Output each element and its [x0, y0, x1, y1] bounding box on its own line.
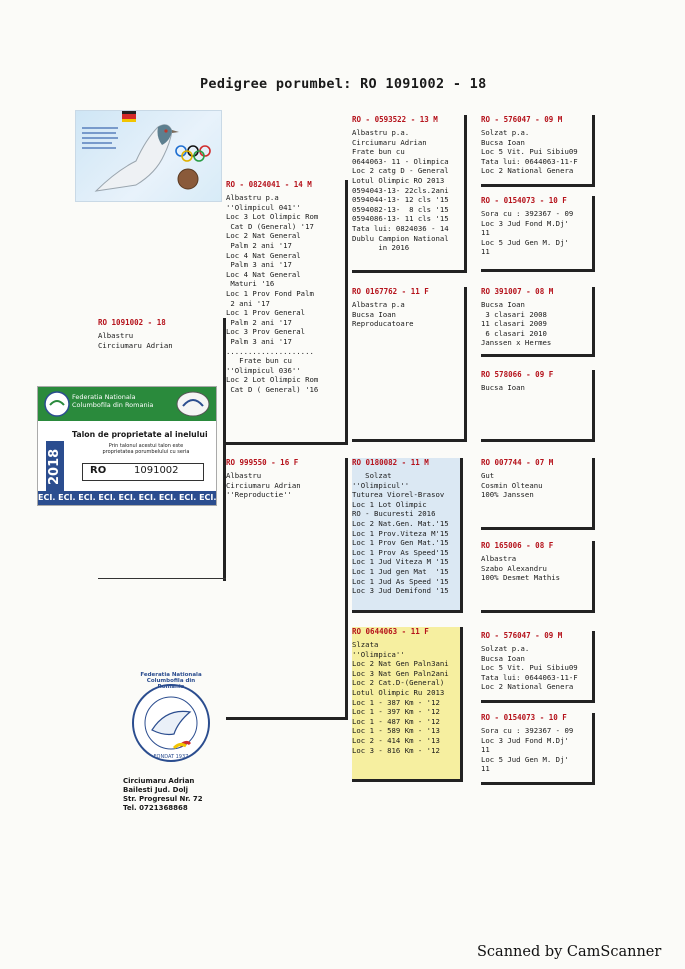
detail-line: Loc 2 Nat.Gen. Mat.'15 — [352, 518, 449, 528]
logo-founded: FONDAT 1937 — [153, 754, 189, 760]
detail-line: Tata lui: 0644063-11-F — [481, 672, 578, 682]
detail-line: Loc 1 Jud Viteza M '15 — [352, 557, 449, 567]
sire-line: .................... — [226, 346, 314, 356]
detail-line: Loc 5 Jud Gen M. Dj' — [481, 754, 569, 764]
sire-details — [226, 193, 345, 394]
detail-line: Sora cu : 392367 - 09 — [481, 726, 574, 735]
detail-line: 11 — [481, 247, 490, 257]
subject-details — [98, 331, 223, 350]
sire-line: Palm 2 ani '17 — [226, 240, 292, 250]
detail-line: Bucsa Ioan — [352, 309, 396, 319]
ggp-sss-card — [481, 115, 595, 187]
detail-line: Loc 1 Prov.Viteza M'15 — [352, 528, 449, 538]
pigeon-photo — [75, 110, 222, 202]
detail-line: Loc 1 Jud gen Mat '15 — [352, 566, 449, 576]
owner-info — [123, 777, 203, 813]
detail-line: Loc 2 catg D - General — [352, 166, 449, 176]
subject-line: Circiumaru Adrian — [98, 340, 173, 350]
owner-city: Bailesti Jud. Dolj — [123, 786, 189, 794]
detail-line: 11 clasari 2009 — [481, 319, 547, 329]
owner-address: Str. Progresul Nr. 72 — [123, 795, 203, 803]
detail-line: Loc 1 - 589 Km - '13 — [352, 726, 440, 736]
granddam-paternal-details — [352, 300, 464, 329]
ggp-dds-card — [481, 631, 595, 703]
dam-line: ''Reproductie'' — [226, 490, 292, 500]
sire-line: Loc 4 Nat General — [226, 250, 301, 260]
granddam-maternal-details — [352, 640, 460, 755]
detail-line: Bucsa Ioan — [481, 300, 525, 309]
granddam-maternal-card — [352, 627, 463, 782]
dam-details — [226, 471, 345, 500]
sire-line: Palm 3 ani '17 — [226, 336, 292, 346]
detail-line: 11 — [481, 228, 490, 238]
logo-text: Federatia Nationala Columbofila din Romania — [140, 672, 202, 690]
detail-line: Loc 3 Jud Fond M.Dj' — [481, 218, 569, 228]
ggp-ring-id: RO 578066 - 09 F — [481, 370, 554, 379]
detail-line: Frate bun cu — [352, 147, 405, 157]
grandsire-maternal-card — [352, 458, 463, 613]
sire-line: Palm 3 ani '17 — [226, 260, 292, 270]
ggp-ring-id: RO 165006 - 08 F — [481, 541, 554, 550]
granddam-paternal-ring-id: RO 0167762 - 11 F — [352, 287, 429, 296]
sire-line: Albastru p.a — [226, 193, 279, 202]
subject-line: Albastru — [98, 331, 134, 340]
detail-line: Loc 2 Nat Gen Paln3ani — [352, 659, 449, 669]
certificate-heading: Talon de proprietate al inelului — [72, 430, 208, 439]
ggp-details — [481, 209, 592, 257]
detail-line: Loc 3 - 816 Km - '12 — [352, 745, 440, 755]
detail-line: Loc 5 Vit. Pui Sibiu09 — [481, 147, 578, 157]
detail-line: Loc 5 Vit. Pui Sibiu09 — [481, 663, 578, 673]
detail-line: Szabo Alexandru — [481, 563, 547, 573]
pigeon-icon — [76, 111, 221, 201]
sire-line: Cat D ( General) '16 — [226, 384, 319, 394]
ggp-details — [481, 471, 592, 500]
ggp-details — [481, 383, 592, 393]
sire-line: Loc 2 Nat General — [226, 231, 301, 241]
ggp-ddd-card — [481, 713, 595, 785]
dam-card — [226, 458, 348, 720]
sire-card — [226, 180, 348, 445]
detail-line: Bucsa Ioan — [481, 137, 525, 147]
grandsire-paternal-card — [352, 115, 467, 273]
detail-line: 0594082-13- 8 cls '15 — [352, 204, 449, 214]
ggp-sdd-card — [481, 370, 595, 442]
detail-line: Loc 2 National Genera — [481, 682, 574, 692]
grandsire-maternal-details — [352, 471, 460, 596]
certificate-ring-prefix: RO — [90, 465, 107, 476]
federation-seal-icon — [44, 391, 70, 417]
detail-line: Loc 3 Nat Gen Paln2ani — [352, 668, 449, 678]
sire-ring-id: RO - 0824041 - 14 M — [226, 180, 312, 189]
sire-line: Loc 1 Prov Fond Palm — [226, 288, 314, 298]
detail-line: 11 — [481, 764, 490, 774]
detail-line: 0594043-13- 22cls.2ani — [352, 185, 449, 195]
owner-phone: Tel. 0721368868 — [123, 804, 188, 812]
sire-line: Loc 2 Lot Olimpic Rom — [226, 375, 319, 385]
sire-line: Loc 4 Nat General — [226, 269, 301, 279]
detail-line: Bucsa Ioan — [481, 383, 525, 392]
detail-line: 0644063- 11 - Olimpica — [352, 156, 449, 166]
detail-line: Solzat p.a. — [481, 644, 530, 653]
detail-line: ''Olimpica'' — [352, 649, 405, 659]
detail-line: Tuturea Viorel-Brasov — [352, 490, 445, 500]
ggp-details — [481, 726, 592, 774]
grandsire-paternal-ring-id: RO - 0593522 - 13 M — [352, 115, 438, 124]
ggp-dss-card — [481, 458, 595, 530]
ggp-details — [481, 300, 592, 348]
ring-certificate — [37, 386, 217, 506]
detail-line: Bucsa Ioan — [481, 653, 525, 663]
detail-line: Lotul Olimpic RO 2013 — [352, 175, 445, 185]
ggp-details — [481, 644, 592, 692]
sire-line: Loc 3 Prov General — [226, 327, 306, 337]
detail-line: Loc 1 - 487 Km - '12 — [352, 716, 440, 726]
ggp-details — [481, 128, 592, 176]
certificate-ring-number: 1091002 — [134, 465, 179, 476]
detail-line: Cosmin Olteanu — [481, 480, 543, 490]
grandsire-maternal-ring-id: RO 0180082 - 11 M — [352, 458, 429, 467]
owner-name: Circiumaru Adrian — [123, 777, 195, 785]
detail-line: Solzat — [352, 471, 392, 480]
sire-line: Palm 2 ani '17 — [226, 317, 292, 327]
subject-ring-id: RO 1091002 - 18 — [98, 318, 166, 327]
detail-line: 11 — [481, 745, 490, 755]
detail-line: 100% Desmet Mathis — [481, 573, 561, 583]
certificate-stripe: ECI. ECI. ECI. ECI. ECI. ECI. ECI. ECI. ECI. — [38, 491, 216, 505]
certificate-note: Prin talonul acestui talon este proprietatea porumbelului cu seria — [102, 443, 190, 455]
ggp-details — [481, 554, 592, 583]
sire-line: Loc 1 Prov General — [226, 308, 306, 318]
detail-line: Circiumaru Adrian — [352, 137, 427, 147]
detail-line: Albastra — [481, 554, 517, 563]
grandsire-paternal-details — [352, 128, 464, 253]
detail-line: Loc 1 - 397 Km - '12 — [352, 707, 440, 717]
ggp-ring-id: RO - 0154073 - 10 F — [481, 196, 567, 205]
granddam-paternal-card — [352, 287, 467, 442]
detail-line: Lotul Olimpic Ru 2013 — [352, 687, 445, 697]
ggp-ring-id: RO - 576047 - 09 M — [481, 631, 563, 640]
detail-line: Tata lui: 0644063-11-F — [481, 156, 578, 166]
detail-line: Loc 2 Cat.D-(General) — [352, 678, 445, 688]
ecf-logo-icon — [176, 390, 210, 418]
detail-line: Loc 1 - 387 Km - '12 — [352, 697, 440, 707]
detail-line: Loc 2 - 414 Km - '13 — [352, 735, 440, 745]
sire-line: Loc 3 Lot Olimpic Rom — [226, 212, 319, 222]
detail-line: Loc 5 Jud Gen M. Dj' — [481, 237, 569, 247]
dam-line: Albastru — [226, 471, 262, 480]
detail-line: Dublu Campion National — [352, 233, 449, 243]
detail-line: Loc 1 Prov Gen Mat.'15 — [352, 538, 449, 548]
detail-line: 0594086-13- 11 cls '15 — [352, 214, 449, 224]
detail-line: Tata lui: 0824036 - 14 — [352, 223, 449, 233]
detail-line: Loc 1 Prov As Speed'15 — [352, 547, 449, 557]
detail-line: 100% Janssen — [481, 490, 534, 500]
ggp-dsd-card — [481, 541, 595, 613]
detail-line: Loc 3 Jud Demifond '15 — [352, 586, 449, 596]
connector — [98, 578, 226, 579]
certificate-org: Federatia Nationala Columbofila din Romania — [72, 393, 154, 409]
sire-line: Frate bun cu — [226, 356, 292, 366]
detail-line: in 2016 — [352, 243, 410, 253]
sire-line: Cat D (General) '17 — [226, 221, 314, 231]
sire-line: Maturi '16 — [226, 279, 275, 289]
federation-logo — [130, 672, 212, 764]
certificate-year: 2018 — [46, 441, 64, 493]
page-title: Pedigree porumbel: RO 1091002 - 18 — [200, 76, 487, 92]
ggp-ssd-card — [481, 196, 595, 272]
detail-line: Sora cu : 392367 - 09 — [481, 209, 574, 218]
detail-line: Albastru p.a. — [352, 128, 410, 137]
ggp-ring-id: RO 391007 - 08 M — [481, 287, 554, 296]
detail-line: 0594044-13- 12 cls '15 — [352, 195, 449, 205]
ggp-ring-id: RO - 576047 - 09 M — [481, 115, 563, 124]
detail-line: 3 clasari 2008 — [481, 309, 547, 319]
scanner-watermark: Scanned by CamScanner — [477, 944, 662, 960]
detail-line: Loc 3 Jud Fond M.Dj' — [481, 735, 569, 745]
detail-line: Albastra p.a — [352, 300, 405, 309]
sire-line: ''Olimpicul 036'' — [226, 365, 301, 375]
ggp-ring-id: RO - 0154073 - 10 F — [481, 713, 567, 722]
granddam-maternal-ring-id: RO 0644063 - 11 F — [352, 627, 429, 636]
ggp-sds-card — [481, 287, 595, 357]
detail-line: Janssen x Hermes — [481, 338, 552, 348]
detail-line: Loc 1 Jud As Speed '15 — [352, 576, 449, 586]
dam-ring-id: RO 999550 - 16 F — [226, 458, 299, 467]
detail-line: Loc 2 National Genera — [481, 166, 574, 176]
detail-line: 6 clasari 2010 — [481, 328, 547, 338]
dam-line: Circiumaru Adrian — [226, 480, 301, 490]
detail-line: Gut — [481, 471, 495, 480]
dove-logo-icon — [130, 682, 212, 764]
detail-line: ''Olimpicul'' — [352, 480, 410, 490]
ggp-ring-id: RO 007744 - 07 M — [481, 458, 554, 467]
detail-line: RO - Bucuresti 2016 — [352, 509, 436, 519]
sire-line: ''Olimpicul 041'' — [226, 202, 301, 212]
detail-line: Loc 1 Lot Olimpic — [352, 499, 427, 509]
detail-line: Reproducatoare — [352, 319, 414, 329]
detail-line: Slzata — [352, 640, 379, 649]
detail-line: Solzat p.a. — [481, 128, 530, 137]
sire-line: 2 ani '17 — [226, 298, 270, 308]
